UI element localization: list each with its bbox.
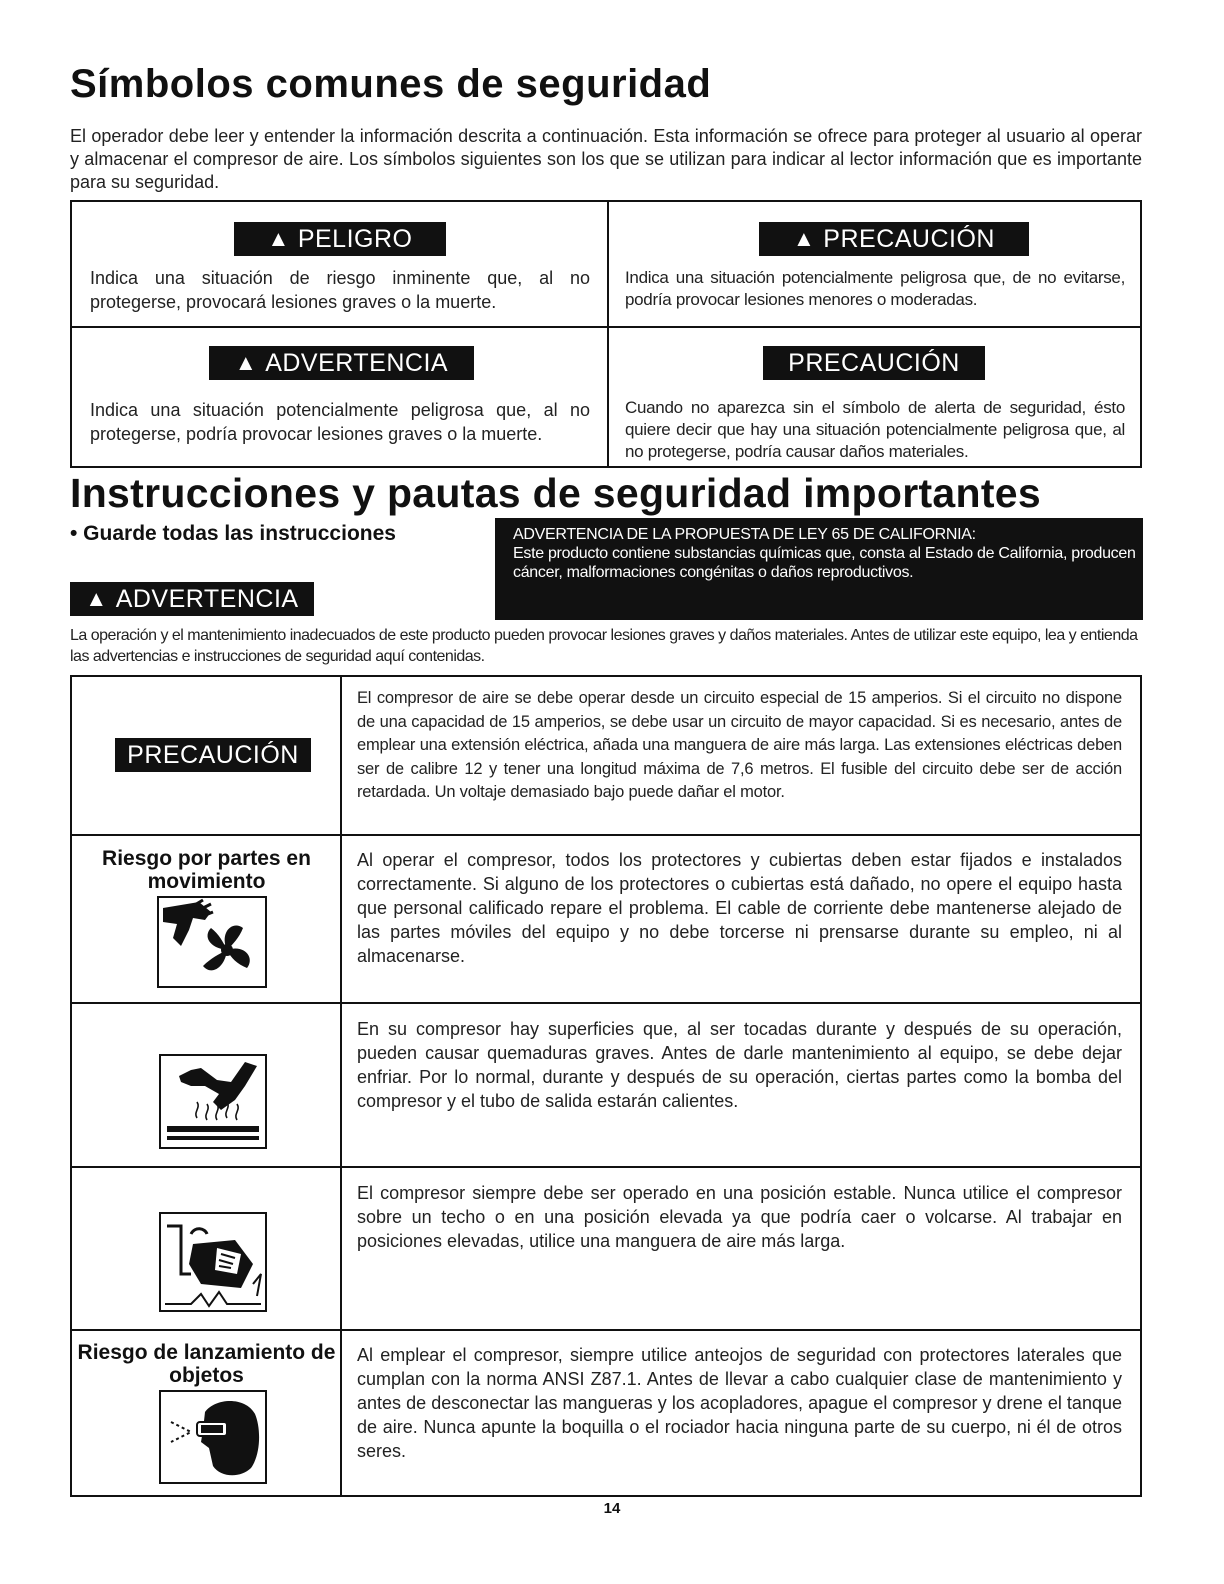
eye-protection-text: Al emplear el compresor, siempre utilice anteojos de seguridad con protectores laterales que cumplan con la norma ANSI Z87.1. Antes de llevar a cabo cualquier clase de mantenimiento y antes de desconectar las mangueras y los acopladores, apague el compresor y drene el tanque de aire. Nunca apunte la boquilla o el rociador hacia ninguna parte de su cuerpo, ni él de otros seres. (357, 1345, 1122, 1461)
precaucion-alert-description: Indica una situación potencialmente peligrosa que, de no evitarse, podría provocar lesiones menores o moderadas. (625, 268, 1125, 309)
peligro-signal-word: ▲ PELIGRO (234, 222, 446, 256)
peligro-description: Indica una situación de riesgo inminente que, al no protegerse, provocará lesiones graves o la muerte. (90, 268, 590, 312)
flying-objects-title: Riesgo de lanzamiento de objetos (77, 1341, 336, 1387)
moving-parts-icon (157, 896, 267, 988)
advertencia-signal-word: ▲ ADVERTENCIA (209, 346, 474, 380)
page-title: Símbolos comunes de seguridad (70, 62, 712, 106)
precaucion-alert-signal-word: ▲ PRECAUCIÓN (759, 222, 1029, 256)
alert-triangle-icon: ▲ (234, 350, 258, 375)
moving-parts-title: Riesgo por partes en movimiento (102, 847, 311, 893)
precaucion-plain-description: Cuando no aparezca sin el símbolo de alerta de seguridad, ésto quiere decir que hay una situación potencialmente peligrosa que, al no protegerse, podría causar daños materiales. (625, 398, 1125, 461)
falling-compressor-icon (159, 1212, 267, 1312)
alert-triangle-icon: ▲ (267, 226, 290, 251)
safety-symbols-table (70, 200, 1142, 468)
alert-triangle-icon: ▲ (85, 586, 108, 611)
hot-surface-text: En su compresor hay superficies que, al ser tocadas durante y después de su operación, pueden causar quemaduras graves. Antes de darle mantenimiento al equipo, se debe dejar enfriar. Por lo normal, durante y después de su operación, ciertas partes como la bomba del compresor y el tubo de salida estarán calientes. (357, 1019, 1122, 1111)
alert-triangle-icon: ▲ (793, 226, 816, 251)
advertencia-description: Indica una situación potencialmente peligrosa que, al no protegerse, podría provocar lesiones graves o la muerte. (90, 400, 590, 444)
prop65-heading: ADVERTENCIA DE LA PROPUESTA DE LEY 65 DE CALIFORNIA: (513, 526, 976, 543)
precaucion-plain-signal-word: PRECAUCIÓN (763, 346, 985, 380)
hot-surface-icon (159, 1054, 267, 1149)
save-instructions-bullet: • Guarde todas las instrucciones (70, 522, 396, 545)
prop65-line: Este producto contiene substancias químicas que, consta al Estado de California, producen (513, 545, 1136, 562)
eye-protection-icon (159, 1390, 267, 1484)
circuit-requirements-text: El compresor de aire se debe operar desde un circuito especial de 15 amperios. Si el circuito no dispone de una capacidad de 15 amperios, se debe usar un circuito de mayor capacidad. Si es necesario, antes de emplear una extensión eléctrica, añada una manguera de aire más larga. Las extensiones eléctricas deben ser de calibre 12 y tener una longitud máxima de 7,6 metros. El fusible del circuito debe ser de acción retardada. Un voltaje demasiado bajo puede dañar el motor. (357, 689, 1122, 801)
warning-paragraph: La operación y el mantenimiento inadecuados de este producto pueden provocar lesiones graves y daños materiales. Antes de utilizar este equipo, lea y entienda las advertencias e instrucciones de seguridad aquí contenidas. (70, 627, 1138, 665)
prop65-line: cáncer, malformaciones congénitas o daños reproductivos. (513, 564, 914, 581)
safety-instructions-table (70, 675, 1142, 1497)
advertencia-banner: ▲ ADVERTENCIA (70, 582, 314, 616)
moving-parts-text: Al operar el compresor, todos los protectores y cubiertas deben estar fijados e instalados correctamente. Si alguno de los protectores o cubiertas está dañado, no opere el equipo hasta que personal calificado repare el problema. El cable de corriente debe mantenerse alejado de las partes móviles del equipo y no debe torcerse ni prensarse durante su empleo, ni al almacenarse. (357, 850, 1122, 966)
page-number: 14 (603, 1500, 621, 1517)
intro-paragraph: El operador debe leer y entender la información descrita a continuación. Esta información se ofrece para proteger al usuario al operar y almacenar el compresor de aire. Los símbolos siguientes son los que se utilizan para indicar al lector información que es importante para su seguridad. (70, 126, 1142, 192)
prop65-warning-box (495, 518, 1143, 620)
instructions-title: Instrucciones y pautas de seguridad importantes (70, 470, 1042, 516)
stable-position-text: El compresor siempre debe ser operado en una posición estable. Nunca utilice el compresor sobre un techo o en una posición elevada ya que podría caer o volcarse. Al trabajar en posiciones elevadas, utilice una manguera de aire más larga. (357, 1183, 1122, 1251)
precaucion-label: PRECAUCIÓN (115, 738, 311, 772)
